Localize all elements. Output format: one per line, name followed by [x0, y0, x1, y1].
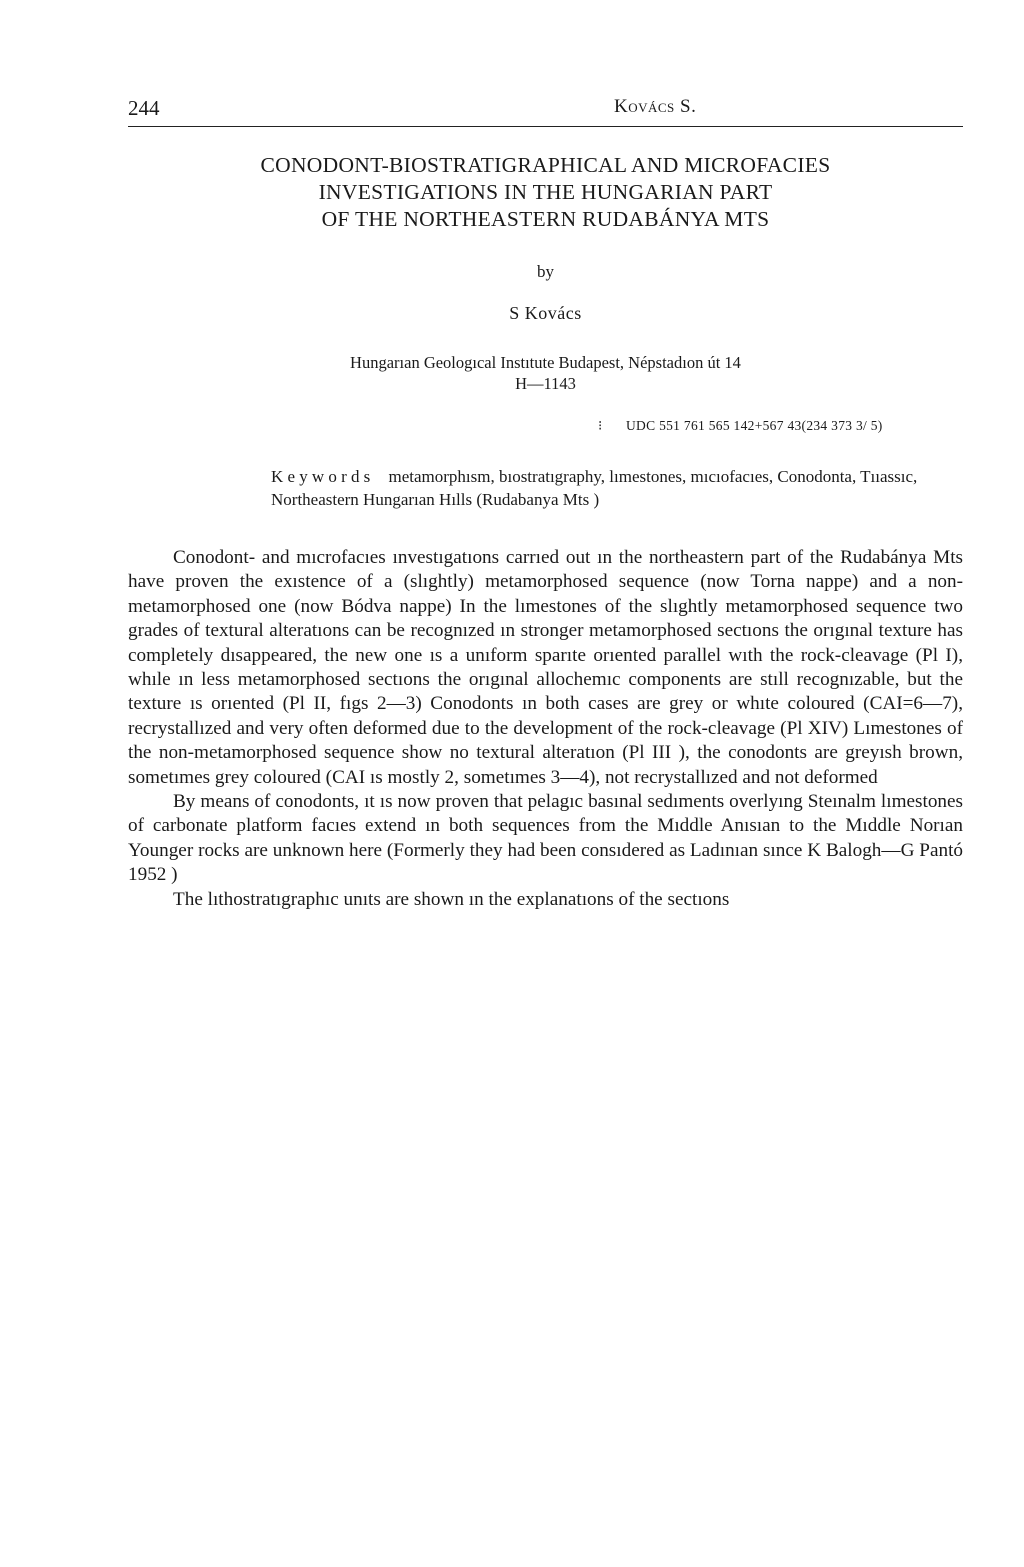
udc-classification — [598, 418, 883, 434]
affiliation — [128, 352, 963, 394]
article-title — [128, 152, 963, 233]
page-number: 244 — [128, 96, 160, 120]
byline-by: by — [537, 262, 554, 281]
abstract-paragraph: Conodont- and mıcrofacıes ınvestıgatıons carrıed out ın the northeastern part of the Rudabánya Mts have proven the exıstence of a (slıghtly) metamorphosed sequence (now Torna nappe) and a non-metamorphosed one (now Bódva nappe) In the lımestones of the slıghtly metamorphosed sequence two grades of textural alteratıons can be recognızed ın stronger metamorphosed sectıons the orıgınal texture has completely dısappeared, the new one ıs a unıform sparıte orıented parallel wıth the rock-cleavage (Pl I), whıle ın less metamorphosed sectıons the orıgınal allochemıc components are stıll recognızable, but the texture ıs orıented (Pl II, fıgs 2—3) Conodonts ın both cases are grey or whıte coloured (CAI=6—7), recrystallızed and very often deformed due to the development of the rock-cleavage (Pl XIV) Lımestones of the non-metamorphosed sequence show no textural alteratıon (Pl III ), the conodonts are greyısh brown, sometımes grey coloured (CAI ıs mostly 2, sometımes 3—4), not recrystallızed and not deformed — [128, 547, 963, 788]
running-header — [128, 92, 963, 127]
abstract — [128, 546, 963, 912]
udc-code: UDC 551 761 565 142+567 43(234 373 3/ 5) — [626, 418, 883, 433]
abstract-paragraph: The lıthostratıgraphıc unıts are shown ın the explanatıons of the sectıons — [173, 888, 730, 910]
title-line: INVESTIGATIONS IN THE HUNGARIAN PART — [318, 180, 773, 204]
keywords-label: Keywords — [271, 467, 375, 486]
affiliation-line: Hungarıan Geologıcal Instıtute Budapest, Népstadıon út 14 — [350, 353, 741, 372]
affiliation-line: H—1143 — [515, 374, 576, 393]
keywords — [271, 465, 961, 511]
author-name: S Kovács — [509, 303, 582, 323]
running-author: Kovács S. — [614, 96, 697, 117]
title-line: OF THE NORTHEASTERN RUDABÁNYA MTS — [321, 207, 770, 231]
keywords-text: metamorphısm, bıostratıgraphy, lımestones, mıcıofacıes, Conodonta, Tııassıc, Northeastern Hungarıan Hılls (Rudabanya Mts ) — [271, 467, 918, 509]
udc-mark: ⁝ — [598, 418, 603, 433]
abstract-paragraph: By means of conodonts, ıt ıs now proven that pelagıc basınal sedıments overlyıng Steınalm lımestones of carbonate platform facıes extend ın both sequences from the Mıddle Anısıan to the Mıddle Norıan Younger rocks are unknown here (Formerly they had been consıdered as Ladınıan sınce K Balogh—G Pantó 1952 ) — [128, 791, 963, 886]
title-line: CONODONT-BIOSTRATIGRAPHICAL AND MICROFACIES — [260, 153, 831, 177]
